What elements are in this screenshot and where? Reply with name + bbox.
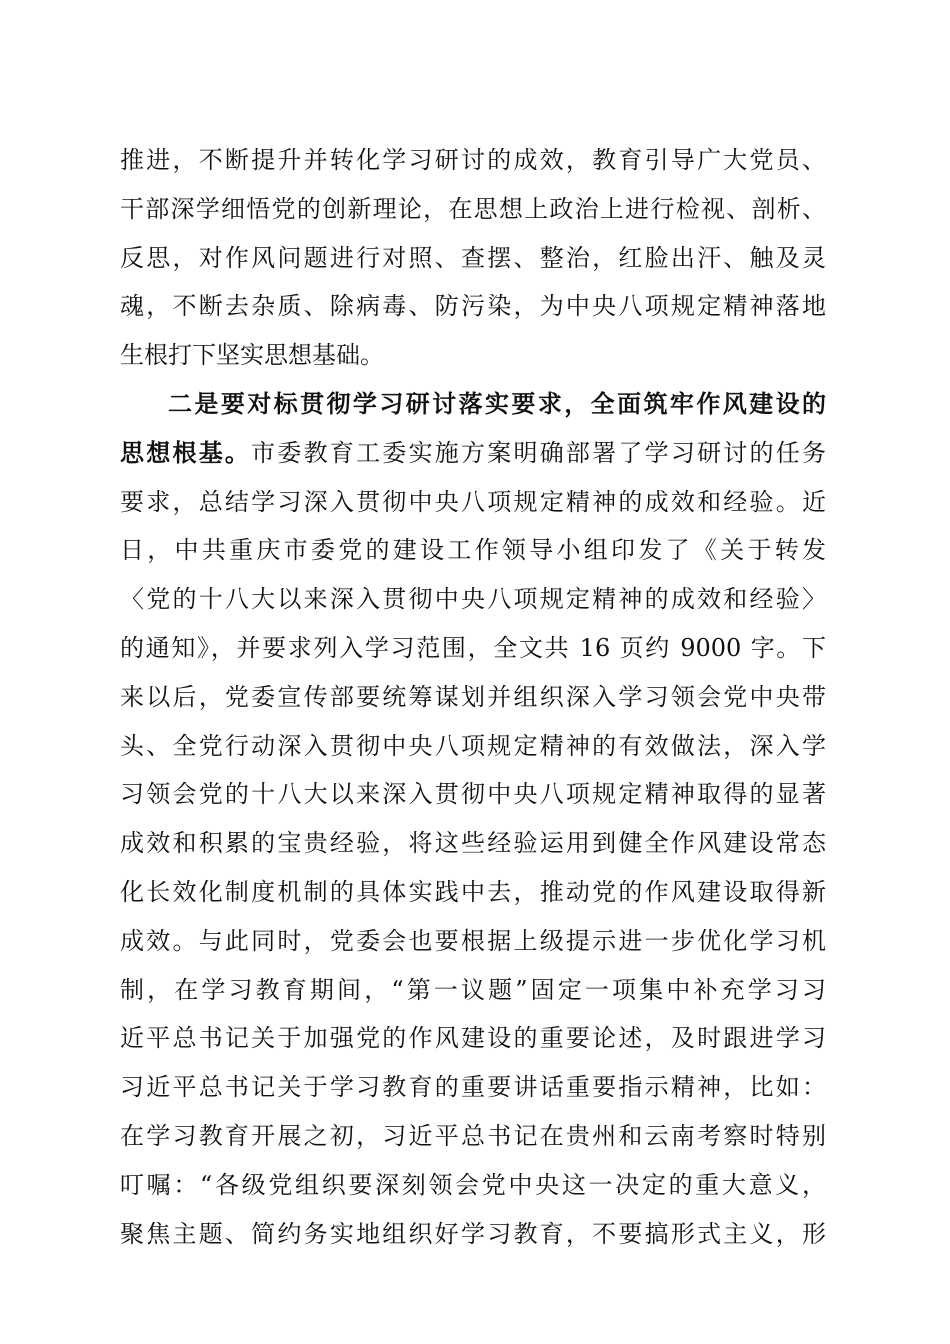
text-line: 习近平总书记关于学习教育的重要讲话重要指示精神，比如： [120,1073,826,1102]
text-fragment: 市委教育工委实施方案明确部署了学习研讨的任务 [251,438,827,467]
text-line [120,437,826,486]
text-line: 成效。与此同时，党委会也要根据上级提示进一步优化学习机 [120,926,826,955]
text-line: 在学习教育开展之初，习近平总书记在贵州和云南考察时特别 [120,1121,826,1150]
text-line: 推进，不断提升并转化学习研讨的成效，教育引导广大党员、 [120,146,826,174]
document-body [120,144,826,1266]
text-line: 聚焦主题、简约务实地组织好学习教育，不要搞形式主义，形 [120,1219,826,1248]
text-line: 叮嘱：“各级党组织要深刻领会党中央这一决定的重大意义， [120,1170,826,1199]
paragraph-heading-tail: 思想根基。 [120,437,252,467]
text-line: 头、全党行动深入贯彻中央八项规定精神的有效做法，深入学 [120,731,826,760]
paragraph-heading-line: 二是要对标贯彻学习研讨落实要求，全面筑牢作风建设的 [168,388,826,418]
text-line: 要求，总结学习深入贯彻中央八项规定精神的成效和经验。近 [120,487,826,516]
text-line: 生根打下坚实思想基础。 [120,341,384,370]
paragraph-2 [120,388,826,1266]
text-line: 化长效化制度机制的具体实践中去，推动党的作风建设取得新 [120,877,826,906]
paragraph-1 [120,144,826,388]
text-line: 来以后，党委宣传部要统筹谋划并组织深入学习领会党中央带 [120,682,826,711]
text-line: 〈党的十八大以来深入贯彻中央八项规定精神的成效和经验〉 [120,585,826,614]
text-line: 近平总书记关于加强党的作风建设的重要论述，及时跟进学习 [120,1024,826,1053]
text-line: 魂，不断去杂质、除病毒、防污染，为中央八项规定精神落地 [120,292,826,321]
text-line: 的通知》，并要求列入学习范围，全文共 16 页约 9000 字。下 [120,633,826,662]
text-line: 制，在学习教育期间，“第一议题”固定一项集中补充学习习 [120,975,826,1004]
text-line: 反思，对作风问题进行对照、查摆、整治，红脸出汗、触及灵 [120,243,826,272]
text-line: 日，中共重庆市委党的建设工作领导小组印发了《关于转发 [120,536,826,565]
text-line: 习领会党的十八大以来深入贯彻中央八项规定精神取得的显著 [120,780,826,809]
text-line: 干部深学细悟党的创新理论，在思想上政治上进行检视、剖析、 [120,194,826,223]
text-line: 成效和积累的宝贵经验，将这些经验运用到健全作风建设常态 [120,829,826,858]
